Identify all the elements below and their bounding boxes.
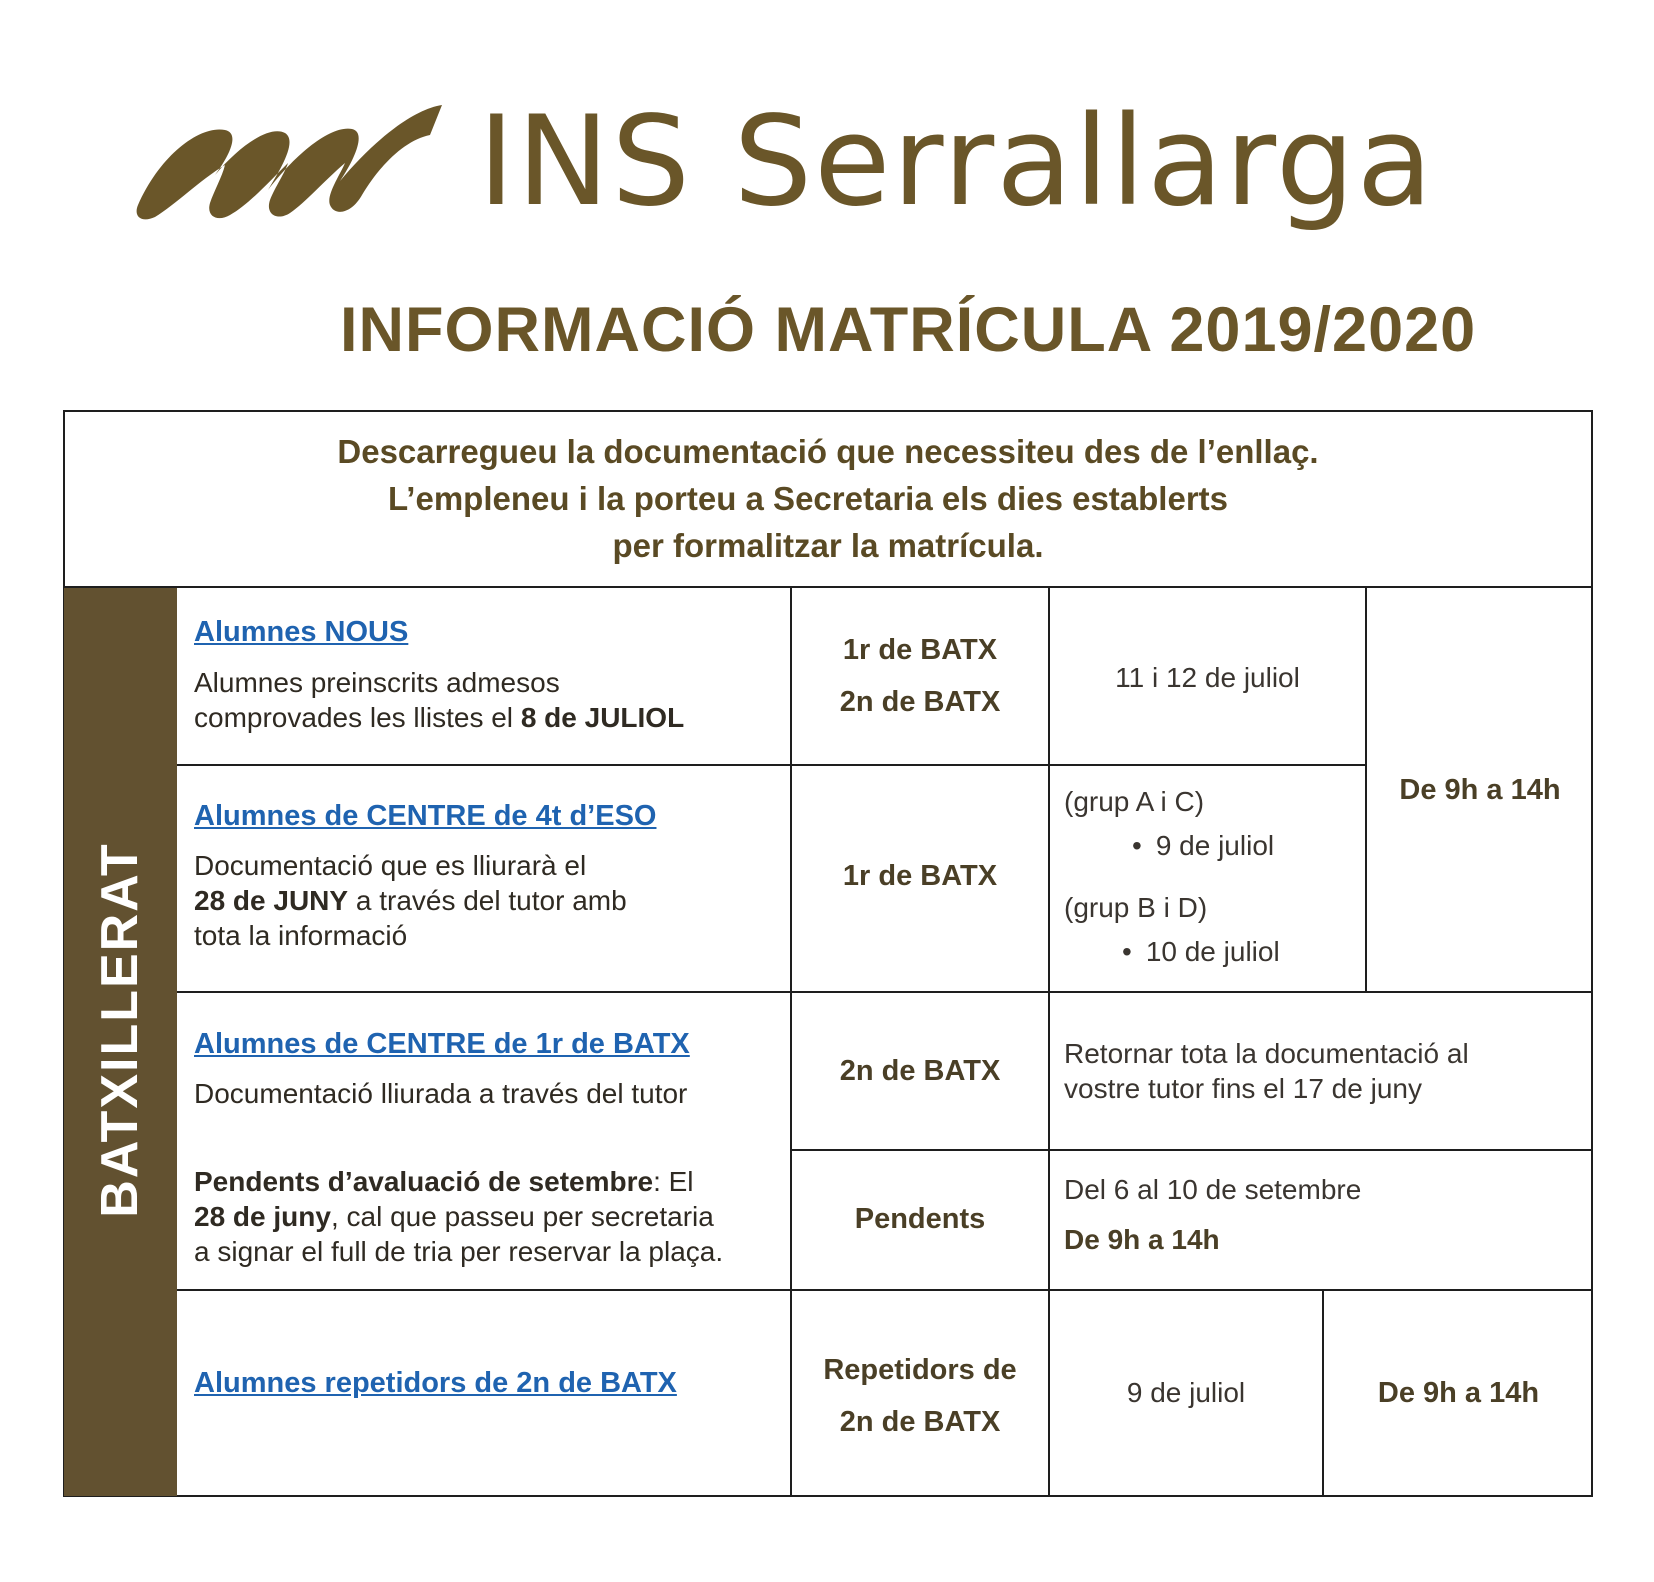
school-name: INS Serrallarga (478, 90, 1435, 234)
course-label: 1r de BATX (842, 634, 998, 666)
group-ac-date: • 9 de juliol (1132, 828, 1364, 863)
nous-desc-line-1: Alumnes preinscrits admesos (194, 667, 560, 698)
centre-eso-desc-text: a través del tutor amb (348, 885, 627, 916)
nous-desc-date: 8 de JULIOL (520, 702, 685, 733)
intro-line-3: per formalitzar la matrícula. (612, 527, 1044, 564)
pendents-hours: De 9h a 14h (1064, 1224, 1220, 1255)
repetidors-courses (792, 1344, 1048, 1448)
intro-line-1: Descarregueu la documentació que necessiteu des de l’enllaç. (337, 433, 1319, 470)
repetidors-hours: De 9h a 14h (1377, 1377, 1540, 1409)
centre-eso-desc-date: 28 de JUNY (194, 885, 349, 916)
row-repetidors-desc (194, 1365, 784, 1401)
pendents-desc-line-1 (194, 1164, 789, 1199)
centre-batx-info (1064, 1036, 1584, 1106)
centre-batx-course: 2n de BATX (839, 1055, 1001, 1087)
repetidors-date: 9 de juliol (1126, 1377, 1246, 1408)
centre-batx-desc: Documentació lliurada a través del tutor (194, 1078, 688, 1109)
centre-batx-info-line-2: vostre tutor fins el 17 de juny (1064, 1073, 1422, 1104)
group-bd-date: • 10 de juliol (1122, 934, 1364, 969)
pendents-info (1064, 1172, 1584, 1257)
page-title: INFORMACIÓ MATRÍCULA 2019/2020 (340, 295, 1477, 365)
pendents-desc-text: , cal que passeu per secretaria (330, 1201, 714, 1232)
row-centre-batx-desc (194, 1026, 784, 1111)
divider (177, 764, 1367, 766)
group-ac-label: (grup A i C) (1064, 786, 1205, 817)
nous-desc-line-2 (194, 700, 784, 735)
centre-eso-desc-line-1: Documentació que es lliurarà el (194, 850, 587, 881)
row-nous-desc (194, 614, 784, 735)
intro-text (63, 410, 1593, 587)
divider (177, 991, 1593, 993)
centre-eso-dates (1064, 784, 1364, 969)
intro-line-2: L’empleneu i la porteu a Secretaria els dies establerts (387, 480, 1229, 517)
course-label: 2n de BATX (839, 1406, 1001, 1438)
divider (177, 1289, 1593, 1291)
pendents-course: Pendents (854, 1203, 986, 1235)
pendents-desc-date: 28 de juny (194, 1201, 331, 1232)
pendents-dates: Del 6 al 10 de setembre (1064, 1174, 1362, 1205)
course-label: 2n de BATX (839, 686, 1001, 718)
pendents-desc (194, 1164, 789, 1269)
centre-eso-desc-line-3: tota la informació (194, 920, 408, 951)
nous-desc-text: comprovades les llistes el (194, 702, 521, 733)
link-alumnes-repetidors[interactable]: Alumnes repetidors de 2n de BATX (194, 1367, 677, 1399)
pendents-desc-line-2 (194, 1199, 789, 1234)
link-alumnes-centre-eso[interactable]: Alumnes de CENTRE de 4t d’ESO (194, 800, 657, 832)
divider (63, 586, 1593, 588)
shared-hours: De 9h a 14h (1399, 774, 1561, 806)
divider (790, 1149, 1593, 1151)
nous-dates: 11 i 12 de juliol (1115, 662, 1300, 693)
pendents-desc-heading: Pendents d’avaluació de setembre (194, 1166, 654, 1197)
row-nous-courses (792, 624, 1048, 728)
row-centre-eso-desc (194, 798, 784, 953)
link-alumnes-nous[interactable]: Alumnes NOUS (194, 616, 409, 648)
group-bd-label: (grup B i D) (1064, 892, 1208, 923)
section-label: BATXILLERAT (91, 842, 149, 1218)
centre-eso-desc-line-2 (194, 883, 784, 918)
pendents-desc-text: : El (653, 1166, 694, 1197)
school-logo-icon (130, 95, 450, 230)
pendents-desc-line-3: a signar el full de tria per reservar la plaça. (194, 1236, 724, 1267)
centre-eso-course: 1r de BATX (842, 860, 998, 892)
divider (1048, 588, 1050, 1496)
link-alumnes-centre-batx[interactable]: Alumnes de CENTRE de 1r de BATX (194, 1028, 690, 1060)
centre-batx-info-line-1: Retornar tota la documentació al (1064, 1038, 1469, 1069)
course-label: Repetidors de (823, 1354, 1017, 1386)
